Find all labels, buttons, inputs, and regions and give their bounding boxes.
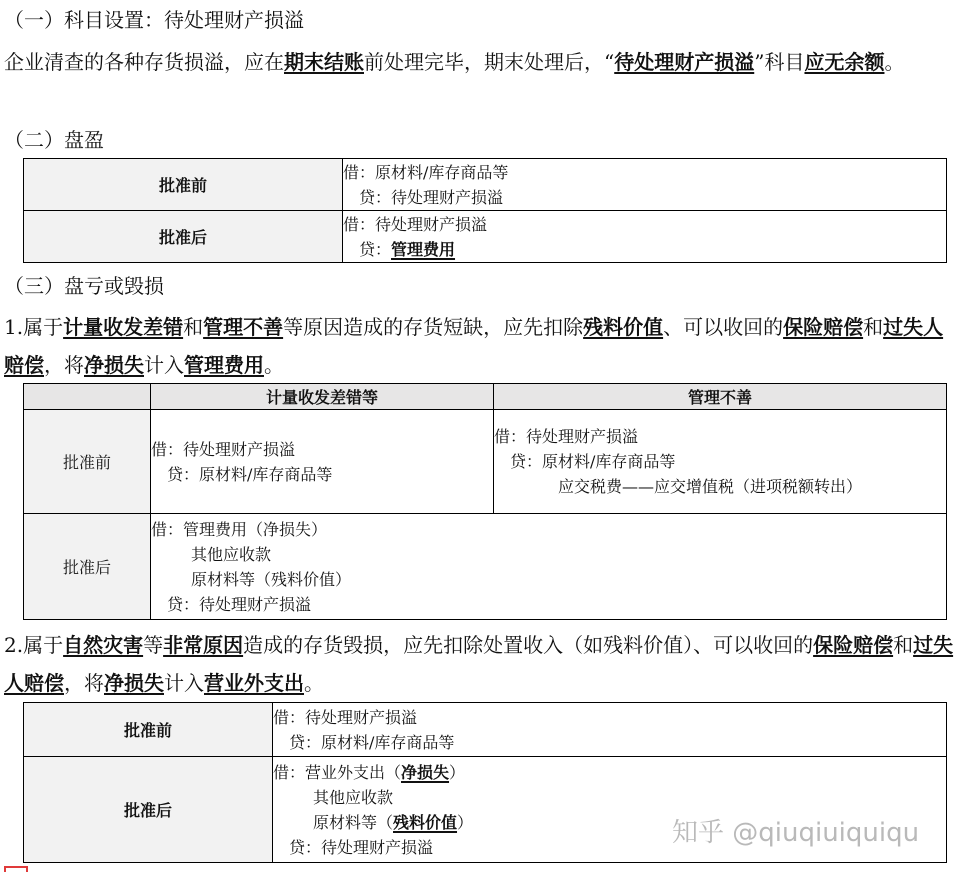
section-1-paragraph: 企业清查的各种存货损溢，应在期末结账前处理完毕，期末处理后，“待处理财产损溢”科目应无余额。 bbox=[4, 50, 905, 74]
zhihu-watermark: 知乎 @qiuqiuiquiqu bbox=[672, 818, 920, 848]
shortage-after-entry: 借：管理费用（净损失） 其他应收款 原材料等（残料价值） 贷：待处理财产损溢 bbox=[151, 514, 947, 620]
shortage-before-label: 批准前 bbox=[24, 410, 151, 514]
col-header-poor-management: 管理不善 bbox=[494, 384, 947, 410]
damage-before-label: 批准前 bbox=[24, 703, 273, 757]
section-2-heading: （二）盘盈 bbox=[4, 128, 104, 152]
shortage-table bbox=[23, 383, 947, 620]
surplus-after-entry: 借：待处理财产损溢 贷：管理费用 bbox=[343, 211, 947, 263]
shortage-before-entry-errors: 借：待处理财产损溢 贷：原材料/库存商品等 bbox=[151, 410, 494, 514]
shortage-before-entry-management: 借：待处理财产损溢 贷：原材料/库存商品等 应交税费——应交增值税（进项税额转出） bbox=[494, 410, 947, 514]
corner-mark-icon bbox=[4, 866, 28, 872]
section-1-heading: （一）科目设置：待处理财产损溢 bbox=[4, 8, 304, 32]
shortage-after-label: 批准后 bbox=[24, 514, 151, 620]
damage-after-entry: 借：营业外支出（净损失） 其他应收款 原材料等（残料价值） 贷：待处理财产损溢 bbox=[273, 757, 947, 863]
shortage-corner-cell bbox=[24, 384, 151, 410]
col-header-measurement-errors: 计量收发差错等 bbox=[151, 384, 494, 410]
section-3-paragraph-2: 2.属于自然灾害等非常原因造成的存货毁损，应先扣除处置收入（如残料价值）、可以收回的保险赔偿和过失人赔偿，将净损失计入营业外支出。 bbox=[4, 633, 954, 695]
surplus-before-entry: 借：原材料/库存商品等 贷：待处理财产损溢 bbox=[343, 159, 947, 211]
damage-before-entry: 借：待处理财产损溢 贷：原材料/库存商品等 bbox=[273, 703, 947, 757]
surplus-before-label: 批准前 bbox=[24, 159, 343, 211]
surplus-table bbox=[23, 158, 947, 263]
section-3-paragraph-1: 1.属于计量收发差错和管理不善等原因造成的存货短缺，应先扣除残料价值、可以收回的保险赔偿和过失人赔偿，将净损失计入管理费用。 bbox=[4, 315, 944, 377]
section-3-heading: （三）盘亏或毁损 bbox=[4, 274, 164, 298]
damage-after-label: 批准后 bbox=[24, 757, 273, 863]
surplus-after-label: 批准后 bbox=[24, 211, 343, 263]
